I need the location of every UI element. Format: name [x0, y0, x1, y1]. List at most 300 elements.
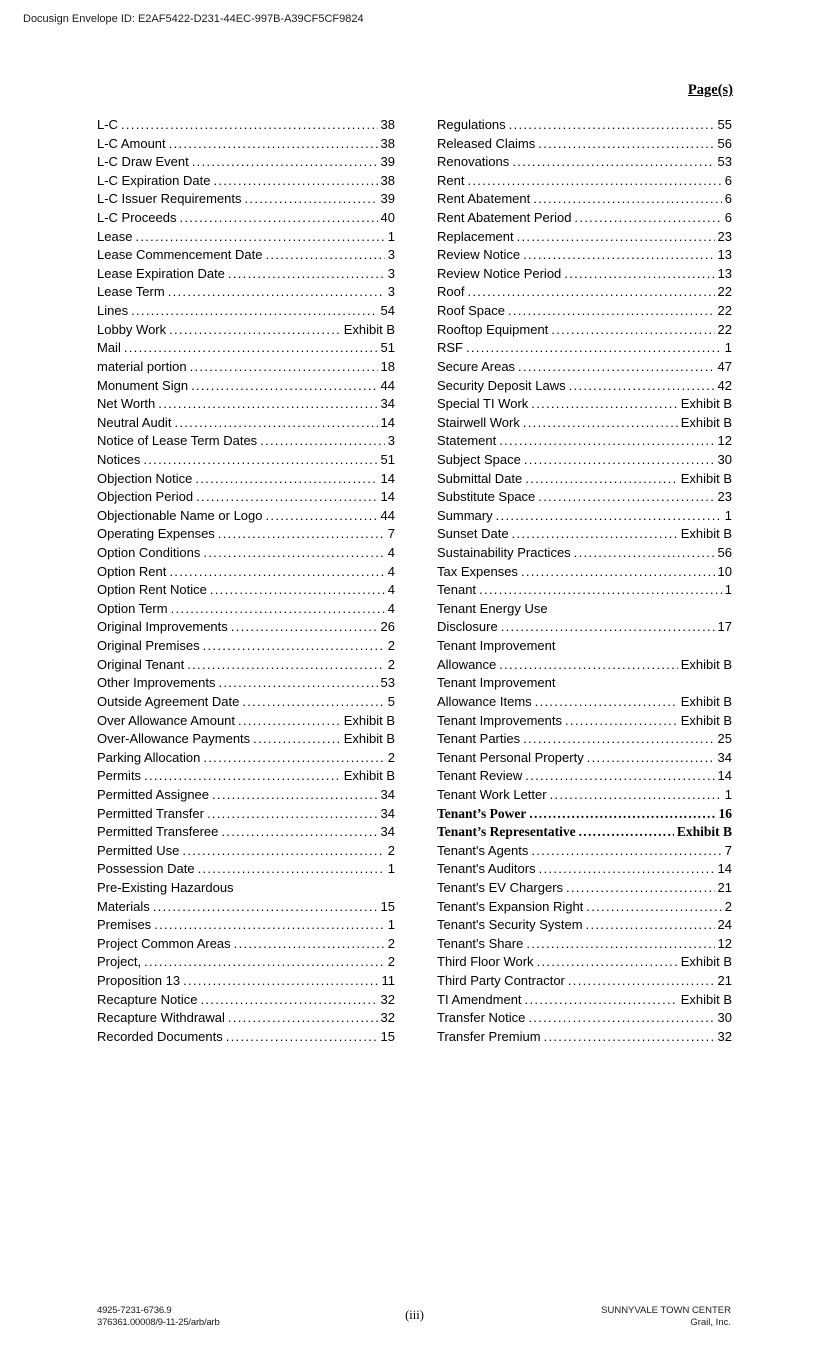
index-entry: [437, 508, 732, 527]
index-entry: [97, 489, 395, 508]
dot-leader: [174, 415, 377, 430]
index-entry-page: 1: [724, 786, 732, 802]
index-entry-page: 39: [380, 191, 395, 207]
index-entry-label: Tenant Parties: [437, 731, 521, 747]
index-entry-page: 25: [717, 731, 732, 747]
index-entry-label: Disclosure: [437, 619, 498, 635]
index-entry-label: Third Floor Work: [437, 954, 534, 970]
index-entry: [437, 768, 732, 787]
index-entry-label: Roof Space: [437, 303, 505, 319]
index-entry-page: 1: [724, 340, 732, 356]
dot-leader: [574, 210, 721, 225]
index-entry-page: 3: [387, 433, 395, 449]
dot-leader: [499, 657, 677, 672]
index-entry-page: 30: [717, 1010, 732, 1026]
index-entry-page: Exhibit B: [680, 954, 732, 970]
index-entry-page: 34: [380, 805, 395, 821]
index-entry: [437, 694, 732, 713]
index-entry-label: Tenant: [437, 582, 477, 598]
index-entry-page: Exhibit B: [676, 824, 732, 840]
index-entry: [437, 229, 732, 248]
index-entry-page: 44: [380, 377, 395, 393]
index-entry-page: 2: [387, 656, 395, 672]
pages-column-heading: Page(s): [687, 82, 733, 98]
index-entry: [97, 992, 395, 1011]
index-entry-label: Outside Agreement Date: [97, 693, 240, 709]
index-entry: [97, 806, 395, 825]
index-entry-label: Tenant's EV Chargers: [437, 879, 564, 895]
footer-right-block: [601, 1305, 731, 1328]
index-entry-page: 21: [717, 973, 732, 989]
index-entry-label: Parking Allocation: [97, 749, 201, 765]
index-entry: [97, 694, 395, 713]
index-entry-page: 26: [380, 619, 395, 635]
index-entry-page: 38: [380, 172, 395, 188]
index-entry-page: 14: [380, 470, 395, 486]
index-entry: [97, 899, 395, 918]
index-entry-page: 4: [387, 545, 395, 561]
index-entry: [97, 973, 395, 992]
company-name: Grail, Inc.: [690, 1316, 731, 1328]
index-entry: [97, 917, 395, 936]
index-entry-label: Security Deposit Laws: [437, 377, 566, 393]
index-entry: [97, 247, 395, 266]
index-entry-label: Recapture Withdrawal: [97, 1010, 225, 1026]
index-entry-page: 56: [717, 135, 732, 151]
index-entry: [437, 545, 732, 564]
dot-leader: [508, 303, 715, 318]
dot-leader: [169, 136, 378, 151]
index-entry-page: 14: [717, 861, 732, 877]
index-entry: [97, 415, 395, 434]
dot-leader: [190, 359, 378, 374]
index-entry-label: Third Party Contractor: [437, 973, 565, 989]
document-number: 4925-7231-6736.9: [97, 1305, 172, 1316]
index-entry: [437, 303, 732, 322]
index-entry: [97, 433, 395, 452]
dot-leader: [144, 768, 341, 783]
index-entry: [437, 619, 732, 638]
index-entry-page: 44: [380, 507, 395, 523]
index-entry-page: 6: [724, 172, 732, 188]
index-entry-label: Transfer Notice: [437, 1010, 526, 1026]
dot-leader: [213, 173, 377, 188]
index-column-left: [97, 117, 395, 1047]
dot-leader: [479, 582, 722, 597]
index-entry-label: Net Worth: [97, 396, 156, 412]
index-entry-page: 30: [717, 451, 732, 467]
index-entry: [97, 266, 395, 285]
index-entry-page: 1: [387, 917, 395, 933]
index-entry: [437, 806, 732, 825]
index-entry: [437, 731, 732, 750]
index-entry: [97, 657, 395, 676]
index-entry: [97, 824, 395, 843]
page-number: (iii): [405, 1308, 424, 1322]
index-entry-label: Over Allowance Amount: [97, 712, 236, 728]
index-entry-page: 15: [380, 1028, 395, 1044]
index-entry: [97, 601, 395, 620]
index-entry-label: Replacement: [437, 228, 514, 244]
index-entry-page: 11: [381, 973, 395, 989]
dot-leader: [144, 954, 385, 969]
index-entry-page: 34: [380, 786, 395, 802]
dot-leader: [153, 899, 378, 914]
dot-leader: [523, 247, 714, 262]
index-entry-page: 22: [717, 284, 732, 300]
index-entry-page: 1: [724, 582, 732, 598]
dot-leader: [551, 322, 714, 337]
index-entry-page: 32: [717, 1028, 732, 1044]
dot-leader: [183, 973, 378, 988]
index-entry-label: Rent Abatement Period: [437, 210, 572, 226]
index-entry-page: 53: [717, 154, 732, 170]
dot-leader: [203, 750, 384, 765]
index-entry: [97, 713, 395, 732]
index-entry: [437, 247, 732, 266]
index-entry-page: 16: [718, 805, 732, 821]
index-entry: [97, 508, 395, 527]
index-entry: [437, 452, 732, 471]
dot-leader: [228, 1010, 378, 1025]
index-entry: [97, 582, 395, 601]
index-entry-label: Statement: [437, 433, 497, 449]
dot-leader: [525, 471, 677, 486]
dot-leader: [524, 452, 715, 467]
index-entry-page: Exhibit B: [680, 712, 732, 728]
index-entry: [97, 284, 395, 303]
index-entry-label: L-C Amount: [97, 135, 166, 151]
index-entry-page: 39: [380, 154, 395, 170]
index-entry-page: 23: [717, 489, 732, 505]
index-entry-page: Exhibit B: [343, 731, 395, 747]
dot-leader: [569, 378, 715, 393]
dot-leader: [518, 359, 714, 374]
index-entry-label: Option Conditions: [97, 545, 201, 561]
index-entry: [437, 564, 732, 583]
dot-leader: [187, 657, 385, 672]
index-entry: [437, 713, 732, 732]
index-entry: [437, 917, 732, 936]
dot-leader: [529, 806, 715, 822]
index-entry-label: Regulations: [437, 117, 506, 132]
dot-leader: [526, 936, 714, 951]
index-entry: [97, 378, 395, 397]
index-entry-page: 24: [717, 917, 732, 933]
index-entry-label: Tenant's Auditors: [437, 861, 536, 877]
index-entry-label: Permits: [97, 768, 142, 784]
index-entry-page: Exhibit B: [680, 414, 732, 430]
index-entry-label: TI Amendment: [437, 991, 522, 1007]
index-entry-page: 51: [380, 451, 395, 467]
index-entry: [97, 210, 395, 229]
index-entry-label: Lease Expiration Date: [97, 265, 225, 281]
dot-leader: [586, 899, 721, 914]
index-entry-label: Released Claims: [437, 135, 536, 151]
index-entry-page: 54: [380, 303, 395, 319]
index-entry: [437, 526, 732, 545]
index-entry-page: Exhibit B: [680, 991, 732, 1007]
index-entry-page: 21: [717, 879, 732, 895]
dot-leader: [538, 136, 714, 151]
index-entry-page: 38: [380, 135, 395, 151]
index-entry: [437, 359, 732, 378]
dot-leader: [179, 210, 377, 225]
dot-leader: [496, 508, 722, 523]
index-entry: [97, 359, 395, 378]
index-entry-label: Recorded Documents: [97, 1028, 223, 1044]
index-entry: [437, 954, 732, 973]
index-entry: [437, 787, 732, 806]
index-entry-page: 4: [387, 600, 395, 616]
index-entry-page: 55: [717, 117, 732, 132]
docusign-envelope-id: Docusign Envelope ID: E2AF5422-D231-44EC-997B-A39CF5CF9824: [23, 13, 364, 25]
index-entry-label: Possession Date: [97, 861, 195, 877]
dot-leader: [143, 452, 377, 467]
index-entry-label: Allowance Items: [437, 693, 532, 709]
index-entry-page: 34: [717, 749, 732, 765]
dot-leader: [574, 545, 715, 560]
index-entry-label: Objection Notice: [97, 470, 193, 486]
index-entry-label: Tax Expenses: [437, 563, 518, 579]
index-entry-page: 4: [387, 582, 395, 598]
index-entry-page: 51: [380, 340, 395, 356]
index-entry: [437, 396, 732, 415]
index-entry: [437, 433, 732, 452]
index-entry-label: Tenant Work Letter: [437, 786, 547, 802]
index-entry-page: 34: [380, 396, 395, 412]
index-entry-page: 13: [717, 265, 732, 281]
index-entry-label: Tenant's Expansion Right: [437, 898, 584, 914]
index-entry: [97, 471, 395, 490]
index-entry-label: Mail: [97, 340, 121, 356]
index-entry: [437, 471, 732, 490]
index-entry: [97, 173, 395, 192]
index-entry: [437, 936, 732, 955]
dot-leader: [169, 322, 341, 337]
index-entry-label: Tenant Personal Property: [437, 749, 584, 765]
index-entry-page: Exhibit B: [680, 396, 732, 412]
index-entry: [97, 526, 395, 545]
index-entry-page: 47: [717, 358, 732, 374]
index-entry: [437, 992, 732, 1011]
index-entry-page: 38: [380, 117, 395, 132]
dot-leader: [196, 489, 377, 504]
index-entry: [437, 136, 732, 155]
dot-leader: [218, 526, 385, 541]
index-entry-label: Option Term: [97, 600, 168, 616]
index-entry-page: 10: [717, 563, 732, 579]
index-entry-label: material portion: [97, 358, 187, 374]
index-entry: [437, 1029, 732, 1048]
dot-leader: [226, 1029, 378, 1044]
index-entry: [97, 880, 395, 899]
dot-leader: [212, 787, 378, 802]
index-entry: [97, 303, 395, 322]
index-entry: [437, 899, 732, 918]
index-entry-page: 22: [717, 303, 732, 319]
dot-leader: [238, 713, 341, 728]
index-columns: [97, 117, 732, 1047]
index-entry-page: 2: [724, 898, 732, 914]
index-entry: [437, 750, 732, 769]
index-entry-page: 2: [387, 935, 395, 951]
index-entry-label: Sunset Date: [437, 526, 509, 542]
dot-leader: [467, 173, 721, 188]
dot-leader: [517, 229, 715, 244]
index-entry-label: Tenant Improvement: [437, 638, 556, 654]
index-entry-label: Tenant’s Power: [437, 805, 527, 821]
index-entry: [97, 936, 395, 955]
index-entry-label: Objectionable Name or Logo: [97, 507, 263, 523]
index-entry: [97, 564, 395, 583]
dot-leader: [191, 378, 377, 393]
index-entry-label: Project,: [97, 954, 142, 970]
index-entry-page: Exhibit B: [680, 693, 732, 709]
index-entry-label: Over-Allowance Payments: [97, 731, 251, 747]
index-entry-label: Tenant Improvement: [437, 675, 556, 691]
index-entry: [437, 117, 732, 136]
index-entry: [437, 322, 732, 341]
index-entry-label: Neutral Audit: [97, 414, 172, 430]
index-entry-label: Original Tenant: [97, 656, 185, 672]
index-entry-page: 3: [387, 284, 395, 300]
dot-leader: [587, 750, 715, 765]
dot-leader: [210, 582, 385, 597]
index-entry-label: Lease Term: [97, 284, 165, 300]
dot-leader: [169, 564, 384, 579]
dot-leader: [579, 824, 674, 840]
index-entry-page: 12: [717, 433, 732, 449]
index-entry-page: 17: [717, 619, 732, 635]
index-entry-label: Special TI Work: [437, 396, 529, 412]
dot-leader: [466, 340, 722, 355]
index-entry: [437, 601, 732, 620]
dot-leader: [135, 229, 384, 244]
dot-leader: [242, 694, 384, 709]
index-entry: [437, 843, 732, 862]
index-entry-label: L-C Issuer Requirements: [97, 191, 242, 207]
index-entry-page: 12: [717, 935, 732, 951]
dot-leader: [525, 992, 678, 1007]
dot-leader: [121, 117, 378, 132]
index-entry-label: Permitted Use: [97, 842, 180, 858]
index-entry: [97, 750, 395, 769]
index-entry: [437, 861, 732, 880]
index-entry-label: Tenant's Security System: [437, 917, 583, 933]
index-entry-page: 3: [387, 247, 395, 263]
index-entry: [97, 731, 395, 750]
index-entry-label: Permitted Assignee: [97, 786, 210, 802]
index-entry-label: Roof: [437, 284, 465, 300]
index-entry: [437, 824, 732, 843]
dot-leader: [586, 917, 715, 932]
index-entry-page: 6: [724, 210, 732, 226]
index-entry-page: 2: [387, 749, 395, 765]
index-entry: [97, 452, 395, 471]
index-entry-label: Permitted Transfer: [97, 805, 204, 821]
index-entry: [97, 117, 395, 136]
index-entry-page: 32: [380, 1010, 395, 1026]
dot-leader: [528, 1010, 714, 1025]
index-entry: [97, 787, 395, 806]
dot-leader: [124, 340, 378, 355]
dot-leader: [221, 824, 377, 839]
dot-leader: [564, 266, 714, 281]
index-entry-page: Exhibit B: [680, 526, 732, 542]
index-entry-page: 1: [724, 507, 732, 523]
index-entry-page: 1: [387, 861, 395, 877]
index-entry-page: 53: [380, 675, 395, 691]
dot-leader: [168, 284, 385, 299]
dot-leader: [192, 154, 378, 169]
index-entry: [97, 136, 395, 155]
index-entry-page: 14: [380, 414, 395, 430]
index-entry-page: Exhibit B: [680, 470, 732, 486]
index-entry-page: 34: [380, 824, 395, 840]
index-entry-page: Exhibit B: [680, 656, 732, 672]
index-entry-page: 23: [717, 228, 732, 244]
dot-leader: [158, 396, 377, 411]
index-entry-label: Objection Period: [97, 489, 194, 505]
index-entry-label: Tenant Improvements: [437, 712, 563, 728]
index-entry-page: 2: [387, 842, 395, 858]
dot-leader: [265, 247, 384, 262]
index-entry-page: 56: [717, 545, 732, 561]
index-entry: [97, 861, 395, 880]
index-entry: [97, 1010, 395, 1029]
index-entry-label: L-C Draw Event: [97, 154, 189, 170]
index-entry-page: 14: [717, 768, 732, 784]
index-entry-page: 13: [717, 247, 732, 263]
dot-leader: [253, 731, 341, 746]
index-entry-label: Tenant's Share: [437, 935, 524, 951]
index-entry: [437, 191, 732, 210]
dot-leader: [544, 1029, 715, 1044]
dot-leader: [182, 843, 384, 858]
index-entry-label: Rooftop Equipment: [437, 321, 549, 337]
dot-leader: [537, 954, 678, 969]
index-entry-page: 18: [380, 358, 395, 374]
index-entry-label: Pre-Existing Hazardous: [97, 879, 234, 895]
dot-leader: [131, 303, 377, 318]
dot-leader: [525, 768, 714, 783]
index-entry-label: Substitute Space: [437, 489, 536, 505]
index-entry: [437, 210, 732, 229]
dot-leader: [512, 526, 678, 541]
index-entry-label: Notice of Lease Term Dates: [97, 433, 258, 449]
index-entry: [97, 545, 395, 564]
index-entry: [97, 619, 395, 638]
index-entry-label: Original Improvements: [97, 619, 228, 635]
index-entry-label: Submittal Date: [437, 470, 523, 486]
index-entry-label: Secure Areas: [437, 358, 516, 374]
index-entry-label: Sustainability Practices: [437, 545, 571, 561]
index-entry: [437, 973, 732, 992]
index-entry-label: Notices: [97, 451, 141, 467]
index-entry-label: Option Rent Notice: [97, 582, 207, 598]
index-entry: [437, 154, 732, 173]
index-entry-page: 2: [387, 954, 395, 970]
dot-leader: [154, 917, 385, 932]
dot-leader: [539, 861, 715, 876]
index-entry-label: Lease: [97, 228, 133, 244]
index-entry-page: 7: [724, 842, 732, 858]
index-entry-label: Stairwell Work: [437, 414, 520, 430]
dot-leader: [203, 638, 385, 653]
dot-leader: [535, 694, 678, 709]
index-entry-page: 2: [387, 638, 395, 654]
